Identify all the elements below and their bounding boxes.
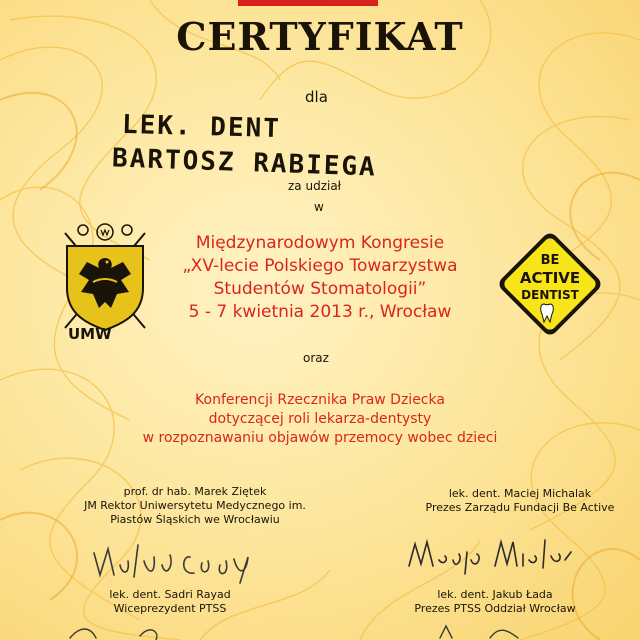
- signatory-line: Piastów Śląskich we Wrocławiu: [110, 513, 280, 526]
- signature-partial-bottom: [60, 622, 600, 640]
- conference-line: dotyczącej roli lekarza-dentysty: [208, 411, 432, 427]
- za-udzial-label: za udział: [288, 179, 342, 193]
- conference-block: [110, 391, 530, 448]
- congress-block: [140, 232, 500, 324]
- congress-line: Międzynarodowym Kongresie: [195, 233, 445, 253]
- signatory-line: Wiceprezydent PTSS: [113, 602, 227, 615]
- signatory-line: lek. dent. Sadri Rayad: [109, 588, 231, 601]
- signatory-line: JM Rektor Uniwersytetu Medycznego im.: [84, 499, 306, 512]
- signatory-be-active-president: [395, 487, 640, 515]
- recipient-line-2: BARTOSZ RABIEGA: [111, 143, 378, 183]
- top-red-band: [238, 0, 378, 6]
- be-active-text-be: BE: [540, 253, 560, 268]
- signatory-line: Prezes Zarządu Fundacji Be Active: [425, 501, 615, 514]
- signatory-vice-president: [70, 588, 270, 616]
- w-label: w: [314, 200, 324, 214]
- congress-line: 5 - 7 kwietnia 2013 r., Wrocław: [188, 302, 452, 322]
- signatory-ptss-wroclaw: [370, 588, 620, 616]
- dla-label: dla: [305, 88, 328, 106]
- signatory-rector: [50, 485, 340, 527]
- signatory-line: lek. dent. Jakub Łada: [437, 588, 553, 601]
- be-active-dentist-logo: [494, 228, 606, 340]
- congress-line: „XV-lecie Polskiego Towarzystwa: [182, 256, 458, 276]
- signatory-line: prof. dr hab. Marek Ziętek: [123, 485, 267, 498]
- signatory-line: lek. dent. Maciej Michalak: [448, 487, 592, 500]
- congress-line: Studentów Stomatologii”: [213, 279, 427, 299]
- umw-label: UMW: [68, 325, 112, 343]
- conference-line: w rozpoznawaniu objawów przemocy wobec dzieci: [142, 430, 498, 446]
- oraz-label: oraz: [303, 351, 329, 365]
- be-active-text-active: ACTIVE: [519, 269, 581, 287]
- certificate-title: CERTYFIKAT: [176, 14, 464, 59]
- conference-line: Konferencji Rzecznika Praw Dziecka: [195, 392, 445, 408]
- recipient-line-1: LEK. DENT: [121, 109, 282, 145]
- be-active-text-dentist: DENTIST: [521, 288, 579, 302]
- signature-michalak: [405, 530, 575, 580]
- signatory-line: Prezes PTSS Oddział Wrocław: [414, 602, 576, 615]
- signature-rector: [90, 535, 270, 585]
